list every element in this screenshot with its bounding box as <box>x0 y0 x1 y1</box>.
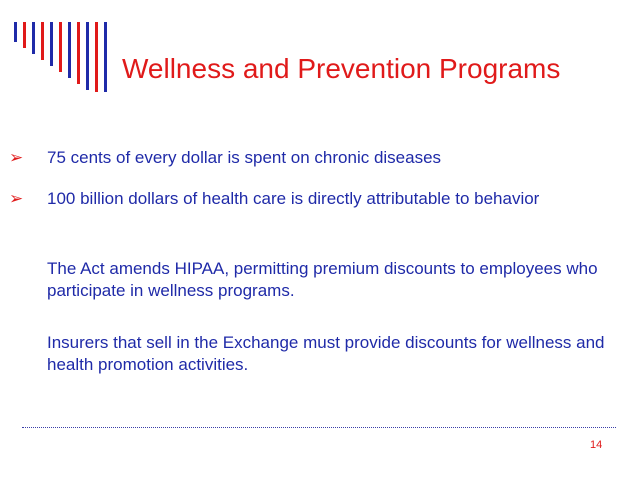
footer-divider <box>22 427 616 428</box>
bullet-text: 75 cents of every dollar is spent on chronic diseases <box>47 148 442 167</box>
stripe <box>86 22 89 90</box>
arrow-bullet-icon: ➢ <box>9 148 24 167</box>
body-paragraph: The Act amends HIPAA, permitting premium discounts to employees who participate in wellness programs. <box>47 259 598 300</box>
stripe <box>95 22 98 92</box>
stripe <box>14 22 17 42</box>
stripe <box>77 22 80 84</box>
arrow-bullet-icon: ➢ <box>9 189 24 208</box>
stripe <box>68 22 71 78</box>
slide-title: Wellness and Prevention Programs <box>122 53 561 84</box>
bullet-text: 100 billion dollars of health care is directly attributable to behavior <box>47 189 540 208</box>
stripe <box>23 22 26 48</box>
page-number: 14 <box>590 439 603 451</box>
vertical-stripes-icon <box>14 22 124 92</box>
stripe <box>104 22 107 92</box>
stripe <box>32 22 35 54</box>
stripe <box>50 22 53 66</box>
stripe <box>41 22 44 60</box>
body-paragraph: Insurers that sell in the Exchange must provide discounts for wellness and health promotion activities. <box>47 333 605 374</box>
stripe <box>59 22 62 72</box>
